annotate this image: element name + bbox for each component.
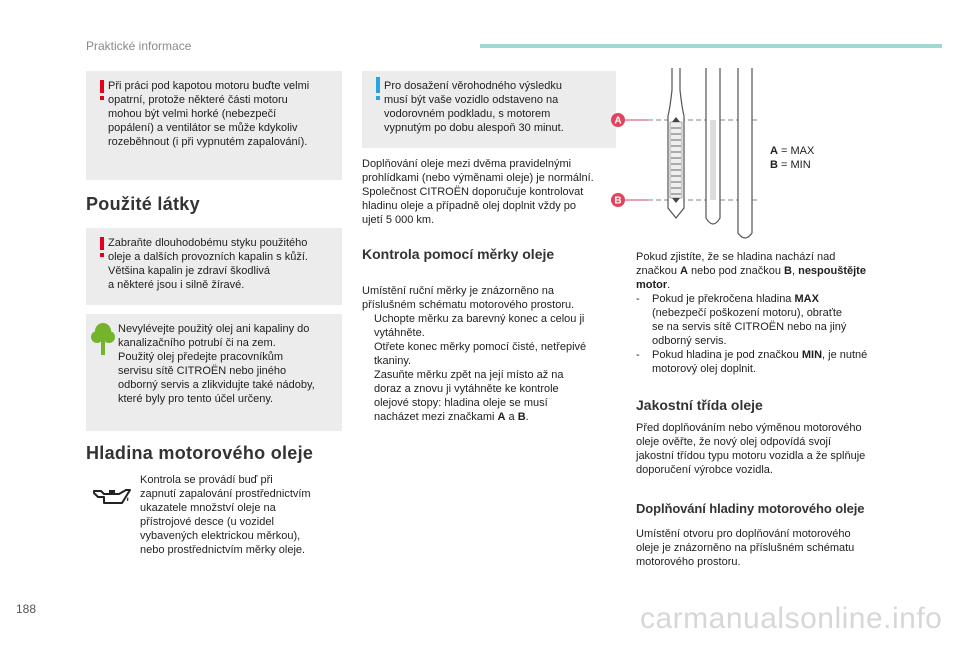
heading-dipstick-check: Kontrola pomocí měrky oleje <box>362 246 555 262</box>
section-title: Praktické informace <box>86 39 192 53</box>
oil-can-icon <box>92 485 132 509</box>
watermark: carmanualsonline.info <box>640 602 943 635</box>
heading-oil-level: Hladina motorového oleje <box>86 443 314 463</box>
list-item <box>362 368 624 424</box>
warning-hot-text: Při práci pod kapotou motoru buďte velmi opatrní, protože některé části motoru mohou být velmi horké (nebezpečí popálení) a ventilátor se může kdykoliv rozeběhnout (i při vypnutém zapalování). <box>108 80 310 148</box>
heading-oil-topup: Doplňování hladiny motorového oleje <box>636 501 865 516</box>
result-list <box>636 292 900 376</box>
topup-text: Umístění otvoru pro doplňování motorového oleje je znázorněno na příslušném schématu motorového prostoru. <box>636 528 855 568</box>
list-item <box>362 312 624 340</box>
refill-text: Doplňování oleje mezi dvěma pravidelnými prohlídkami (nebo výměnami oleje) je normální. Společnost CITROËN doporučuje kontrolovat hladinu oleje a případně olej doplnit vždy po ujetí 5 000 km. <box>362 158 594 226</box>
legend-b-key: B <box>770 159 778 171</box>
warning-contact-text: Zabraňte dlouhodobému styku použitého oleje a dalších provozních kapalin s kůží. Většina kapalin je zdraví škodlivá a některé jsou i silně žíravé. <box>108 237 308 291</box>
legend-a-key: A <box>770 145 778 157</box>
list-item <box>362 340 624 368</box>
environment-text: Nevylévejte použitý olej ani kapaliny do kanalizačního potrubí či na zem. Použitý olej předejte pracovníkům servisu sítě CITROËN nebo jiného odborný servis a zlikvidujte také nádoby, které byly pro tento účel určeny. <box>118 323 315 405</box>
warning-exclamation-icon <box>96 80 108 100</box>
legend-a-text: = MAX <box>777 145 815 157</box>
environment-box <box>86 314 342 431</box>
info-box-level-reading <box>362 71 616 148</box>
step-text: Uchopte měrku za barevný konec a celou ji vytáhněte. <box>374 313 585 339</box>
info-exclamation-icon <box>372 77 384 101</box>
step-text: Zasuňte měrku zpět na její místo až na doraz a znovu ji vytáhněte ke kontrole olejové stopy: hladina oleje se musí nacházet mezi značkami A a B. <box>374 369 564 423</box>
callout-a-label: A <box>614 115 622 127</box>
warning-box-contact <box>86 228 342 305</box>
environment-tree-icon <box>91 321 115 355</box>
dipstick-intro-text: Umístění ruční měrky je znázorněno na příslušném schématu motorového prostoru. <box>362 285 575 311</box>
dash-bullet: - <box>636 349 640 361</box>
heading-oil-grade: Jakostní třída oleje <box>636 397 763 413</box>
info-note-text: Pro dosažení věrohodného výsledku musí být vaše vozidlo odstaveno na vodorovném podkladu, s motorem vypnutým po dobu alespoň 30 minut. <box>384 80 564 134</box>
warning-exclamation-icon <box>96 237 108 257</box>
dipstick-figure <box>610 68 760 248</box>
header-accent-bar <box>480 44 942 48</box>
mark-b-ref: B <box>517 411 526 423</box>
dipstick-legend <box>770 144 814 172</box>
mark-a-ref: A <box>497 411 506 423</box>
list-item: - Pokud je překročena hladina MAX (nebezpečí poškození motoru), obraťte se na servis sítě CITROËN nebo na jiný odborný servis. <box>636 293 847 347</box>
callout-b-label: B <box>614 195 622 207</box>
dipstick-steps-list <box>362 312 624 424</box>
step-text: Otřete konec měrky pomocí čisté, netřepivé tkaniny. <box>374 341 587 367</box>
warning-box-hot-engine <box>86 71 342 180</box>
list-item: - Pokud hladina je pod značkou MIN, je nutné motorový olej doplnit. <box>636 349 868 375</box>
result-intro-text: Pokud zjistíte, že se hladina nachází nad značkou A nebo pod značkou B, nespouštějte motor. <box>636 251 866 291</box>
grade-text: Před doplňováním nebo výměnou motorového oleje ověřte, že nový olej odpovídá svojí jakostní třídou typu motoru vozidla a že splňuje doporučení výrobce vozidla. <box>636 422 866 476</box>
oil-level-text: Kontrola se provádí buď při zapnutí zapalování prostřednictvím ukazatele množství oleje na přístrojové desce (u vozidel vybavených elektrickou měrkou), nebo prostřednictvím měrky oleje. <box>140 474 311 556</box>
heading-used-substances: Použité látky <box>86 194 200 214</box>
legend-b-text: = MIN <box>777 159 811 171</box>
page-number: 188 <box>16 602 37 616</box>
dash-bullet: - <box>636 293 640 305</box>
